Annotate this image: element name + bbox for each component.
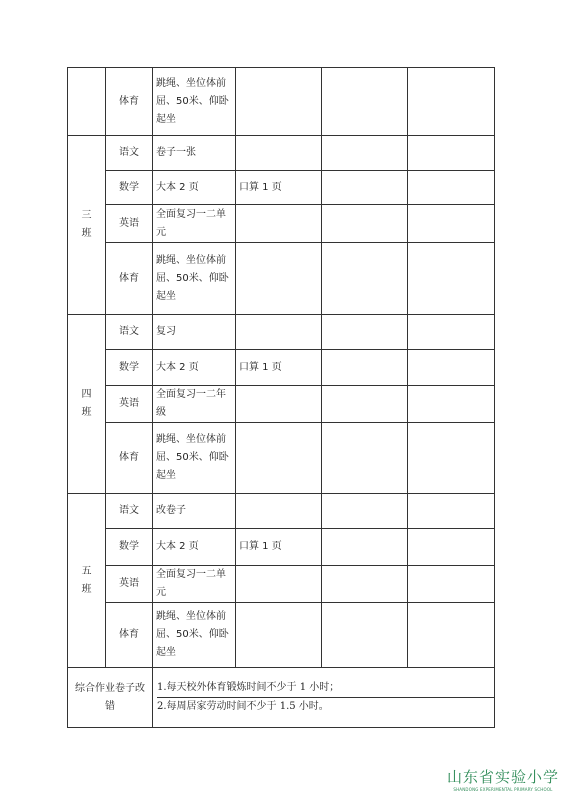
empty-cell xyxy=(322,386,408,423)
class-name-cell xyxy=(68,315,106,494)
subject-cell: 体育 xyxy=(106,68,153,136)
extra-task-cell xyxy=(236,566,322,603)
empty-cell xyxy=(322,243,408,315)
empty-cell xyxy=(408,566,495,603)
subject-cell: 英语 xyxy=(106,566,153,603)
school-logo-name: 山东省实验小学 xyxy=(446,768,559,786)
class-name-cell xyxy=(68,494,106,668)
summary-text-cell xyxy=(153,668,495,728)
subject-cell: 体育 xyxy=(106,243,153,315)
extra-task-cell: 口算 1 页 xyxy=(236,350,322,386)
extra-task-cell: 口算 1 页 xyxy=(236,171,322,205)
task-cell: 全面复习一二单元 xyxy=(153,566,236,603)
subject-cell: 英语 xyxy=(106,205,153,243)
empty-cell xyxy=(408,423,495,494)
extra-task-cell xyxy=(236,386,322,423)
task-cell: 跳绳、坐位体前屈、50米、仰卧起坐 xyxy=(153,603,236,668)
extra-task-cell: 口算 1 页 xyxy=(236,529,322,566)
extra-task-cell xyxy=(236,243,322,315)
empty-cell xyxy=(322,566,408,603)
summary-row xyxy=(68,668,495,728)
table-row xyxy=(68,350,495,386)
empty-cell xyxy=(322,171,408,205)
empty-cell xyxy=(408,529,495,566)
empty-cell xyxy=(408,68,495,136)
task-cell: 跳绳、坐位体前屈、50米、仰卧起坐 xyxy=(153,68,236,136)
table-row xyxy=(68,603,495,668)
empty-cell xyxy=(322,315,408,350)
empty-cell xyxy=(322,529,408,566)
summary-line: 1.每天校外体育锻炼时间不少于 1 小时； xyxy=(157,679,494,698)
table-row xyxy=(68,386,495,423)
table-row xyxy=(68,243,495,315)
extra-task-cell xyxy=(236,494,322,529)
empty-cell xyxy=(322,603,408,668)
table-row xyxy=(68,68,495,136)
school-logo xyxy=(447,766,559,792)
empty-cell xyxy=(322,423,408,494)
table-row xyxy=(68,171,495,205)
subject-cell: 英语 xyxy=(106,386,153,423)
empty-cell xyxy=(408,243,495,315)
subject-cell: 语文 xyxy=(106,136,153,171)
extra-task-cell xyxy=(236,68,322,136)
subject-cell: 体育 xyxy=(106,603,153,668)
subject-cell: 体育 xyxy=(106,423,153,494)
empty-cell xyxy=(408,386,495,423)
class-name-char: 班 xyxy=(81,407,92,418)
empty-cell xyxy=(322,350,408,386)
table-row xyxy=(68,423,495,494)
extra-task-cell xyxy=(236,205,322,243)
homework-table xyxy=(67,67,495,728)
extra-task-cell xyxy=(236,136,322,171)
task-cell: 卷子一张 xyxy=(153,136,236,171)
empty-cell xyxy=(322,494,408,529)
summary-line: 2.每周居家劳动时间不少于 1.5 小时。 xyxy=(157,701,329,712)
class-name-cell xyxy=(68,68,106,136)
task-cell: 大本 2 页 xyxy=(153,529,236,566)
class-name-char: 三 xyxy=(81,210,92,221)
table-row xyxy=(68,494,495,529)
school-logo-subtitle: SHANDONG EXPERIMENTAL PRIMARY SCHOOL xyxy=(453,787,553,792)
task-cell: 全面复习一二年级 xyxy=(153,386,236,423)
subject-cell: 数学 xyxy=(106,171,153,205)
empty-cell xyxy=(408,205,495,243)
empty-cell xyxy=(408,136,495,171)
class-name-char: 五 xyxy=(81,565,92,577)
empty-cell xyxy=(408,171,495,205)
subject-cell: 数学 xyxy=(106,350,153,386)
empty-cell xyxy=(408,494,495,529)
class-name-char: 四 xyxy=(81,389,92,400)
extra-task-cell xyxy=(236,423,322,494)
subject-cell: 语文 xyxy=(106,315,153,350)
empty-cell xyxy=(408,603,495,668)
extra-task-cell xyxy=(236,603,322,668)
table-row xyxy=(68,529,495,566)
task-cell: 跳绳、坐位体前屈、50米、仰卧起坐 xyxy=(153,243,236,315)
task-cell: 大本 2 页 xyxy=(153,350,236,386)
task-cell: 大本 2 页 xyxy=(153,171,236,205)
task-cell: 改卷子 xyxy=(153,494,236,529)
table-row xyxy=(68,315,495,350)
task-cell: 全面复习一二单元 xyxy=(153,205,236,243)
task-cell: 跳绳、坐位体前屈、50米、仰卧起坐 xyxy=(153,423,236,494)
subject-cell: 语文 xyxy=(106,494,153,529)
empty-cell xyxy=(322,68,408,136)
subject-cell: 数学 xyxy=(106,529,153,566)
summary-label: 综合作业卷子改错 xyxy=(68,668,153,728)
table-row xyxy=(68,566,495,603)
empty-cell xyxy=(408,315,495,350)
extra-task-cell xyxy=(236,315,322,350)
empty-cell xyxy=(408,350,495,386)
empty-cell xyxy=(322,205,408,243)
task-cell: 复习 xyxy=(153,315,236,350)
table-row xyxy=(68,136,495,171)
class-name-cell xyxy=(68,136,106,315)
table-row xyxy=(68,205,495,243)
empty-cell xyxy=(322,136,408,171)
class-name-char: 班 xyxy=(81,228,92,239)
class-name-char: 班 xyxy=(81,583,92,595)
